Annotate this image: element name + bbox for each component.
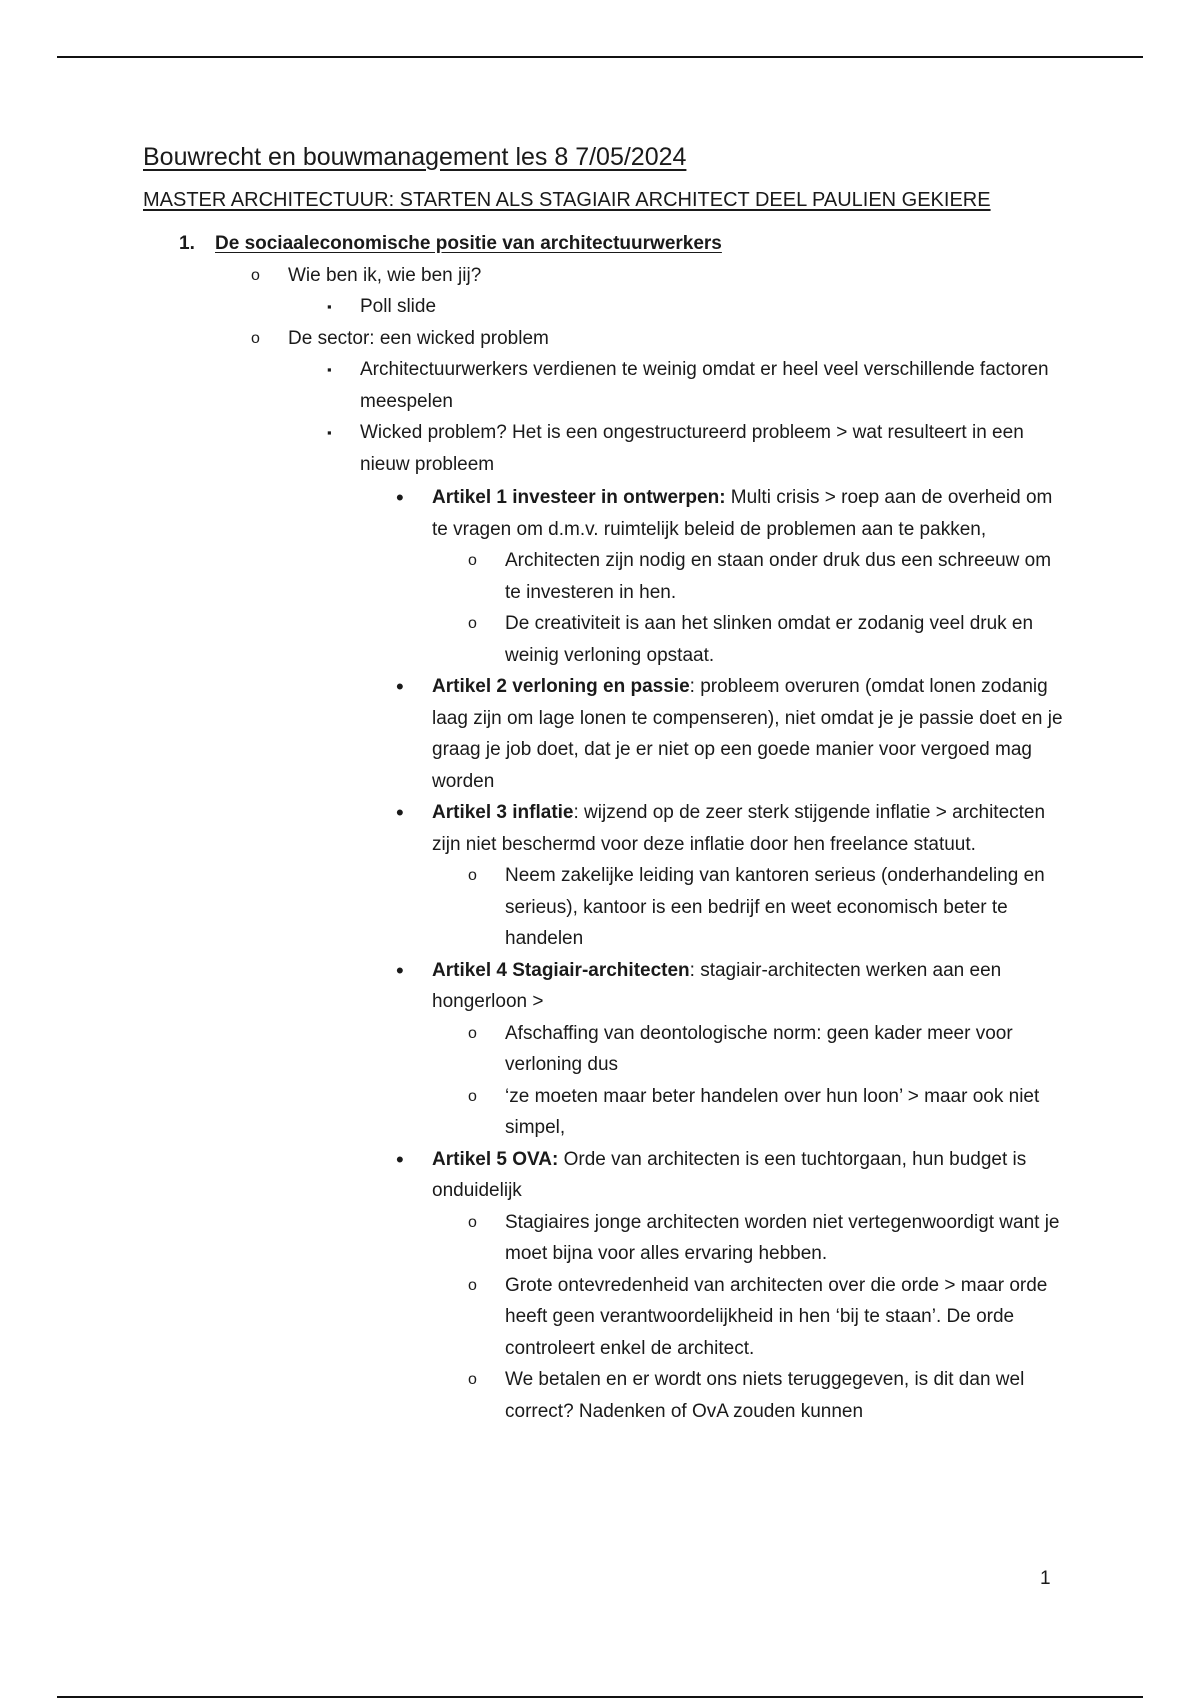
- article-text: Orde van architecten is een tuchtorgaan, hun budget is onduidelijk: [432, 1148, 1027, 1201]
- section-heading-text: De sociaaleconomische positie van architectuurwerkers: [215, 233, 722, 254]
- list-item: [143, 545, 1063, 608]
- list-item-text: Stagiaires jonge architecten worden niet vertegenwoordigt want je moet bijna voor alles ervaring hebben.: [505, 1211, 1060, 1264]
- circle-bullet-icon: o: [468, 1024, 477, 1042]
- list-item: [143, 608, 1063, 671]
- circle-bullet-icon: o: [251, 329, 260, 347]
- page-bottom-border: [57, 1696, 1143, 1698]
- circle-bullet-icon: o: [468, 615, 477, 632]
- article-item: [143, 671, 1063, 797]
- article-item: [143, 1144, 1063, 1207]
- list-item: [143, 354, 1063, 417]
- article-item: [143, 797, 1063, 860]
- square-bullet-icon: ▪: [327, 362, 332, 377]
- article-item: [143, 482, 1063, 545]
- dot-bullet-icon: •: [396, 800, 404, 825]
- article-text: Multi crisis > roep aan de overheid om te vragen om d.m.v. ruimtelijk beleid de problemen aan te pakken,: [432, 487, 1053, 540]
- document-page: [143, 140, 1063, 1427]
- list-item-text: We betalen en er wordt ons niets teruggegeven, is dit dan wel correct? Nadenken of OvA zouden kunnen: [505, 1369, 1025, 1422]
- article-label: Artikel 5 OVA:: [432, 1148, 559, 1170]
- list-item: [143, 323, 1063, 355]
- article-text: : probleem overuren (omdat lonen zodanig laag zijn om lage lonen te compenseren), niet omdat je je passie doet en je graag je job doet, dat je er niet op een goede manier voor vergoed mag worden: [432, 676, 1063, 792]
- circle-bullet-icon: o: [251, 266, 260, 284]
- list-item: [143, 291, 1063, 323]
- list-number: 1.: [179, 233, 195, 254]
- list-item-text: Architectuurwerkers verdienen te weinig omdat er heel veel verschillende factoren meespelen: [360, 359, 1049, 412]
- article-item: [143, 955, 1063, 1018]
- article-label: Artikel 4 Stagiair-architecten: [432, 959, 690, 981]
- document-subtitle: MASTER ARCHITECTUUR: STARTEN ALS STAGIAIR ARCHITECT DEEL PAULIEN GEKIERE: [143, 189, 991, 211]
- dot-bullet-icon: •: [396, 485, 404, 510]
- document-title: Bouwrecht en bouwmanagement les 8 7/05/2024: [143, 143, 687, 171]
- list-item: [143, 1364, 1063, 1427]
- list-item-text: Poll slide: [360, 296, 437, 317]
- list-item-text: Afschaffing van deontologische norm: geen kader meer voor verloning dus: [505, 1022, 1013, 1075]
- list-item: [143, 1081, 1063, 1144]
- square-bullet-icon: ▪: [327, 425, 332, 440]
- dot-bullet-icon: •: [396, 1146, 404, 1172]
- list-item-text: Architecten zijn nodig en staan onder druk dus een schreeuw om te investeren in hen.: [505, 550, 1052, 603]
- article-label: Artikel 3 inflatie: [432, 802, 574, 823]
- circle-bullet-icon: o: [468, 867, 477, 884]
- article-label: Artikel 1 investeer in ontwerpen:: [432, 487, 726, 508]
- article-text: : stagiair-architecten werken aan een hongerloon >: [432, 959, 1002, 1012]
- list-item: [143, 260, 1063, 292]
- article-text: : wijzend op de zeer sterk stijgende inflatie > architecten zijn niet beschermd voor deze inflatie door hen freelance statuut.: [432, 802, 1046, 855]
- list-item-text: Wie ben ik, wie ben jij?: [288, 264, 482, 286]
- square-bullet-icon: ▪: [327, 299, 332, 314]
- list-item-text: Neem zakelijke leiding van kantoren serieus (onderhandeling en serieus), kantoor is een bedrijf en weet economisch beter te handelen: [505, 865, 1045, 949]
- list-item: [143, 1270, 1063, 1365]
- section-heading: [143, 228, 1063, 260]
- list-item-text: Grote ontevredenheid van architecten over die orde > maar orde heeft geen verantwoordelijkheid in hen ‘bij te staan’. De orde controleert enkel de architect.: [505, 1274, 1048, 1359]
- circle-bullet-icon: o: [468, 552, 477, 569]
- list-item-text: De creativiteit is aan het slinken omdat er zodanig veel druk en weinig verloning opstaat.: [505, 613, 1034, 666]
- list-item: [143, 1207, 1063, 1270]
- circle-bullet-icon: o: [468, 1087, 477, 1105]
- dot-bullet-icon: •: [396, 957, 404, 983]
- circle-bullet-icon: o: [468, 1371, 477, 1388]
- list-item: [143, 1018, 1063, 1081]
- list-item-text: ‘ze moeten maar beter handelen over hun loon’ > maar ook niet simpel,: [505, 1085, 1040, 1138]
- list-item-text: Wicked problem? Het is een ongestructureerd probleem > wat resulteert in een nieuw probleem: [360, 422, 1024, 475]
- page-top-border: [57, 56, 1143, 58]
- article-label: Artikel 2 verloning en passie: [432, 676, 690, 697]
- dot-bullet-icon: •: [396, 674, 404, 699]
- list-item-text: De sector: een wicked problem: [288, 327, 549, 349]
- list-item: [143, 860, 1063, 955]
- circle-bullet-icon: o: [468, 1213, 477, 1231]
- circle-bullet-icon: o: [468, 1276, 477, 1294]
- list-item: [143, 417, 1063, 480]
- page-number: 1: [1040, 1568, 1051, 1589]
